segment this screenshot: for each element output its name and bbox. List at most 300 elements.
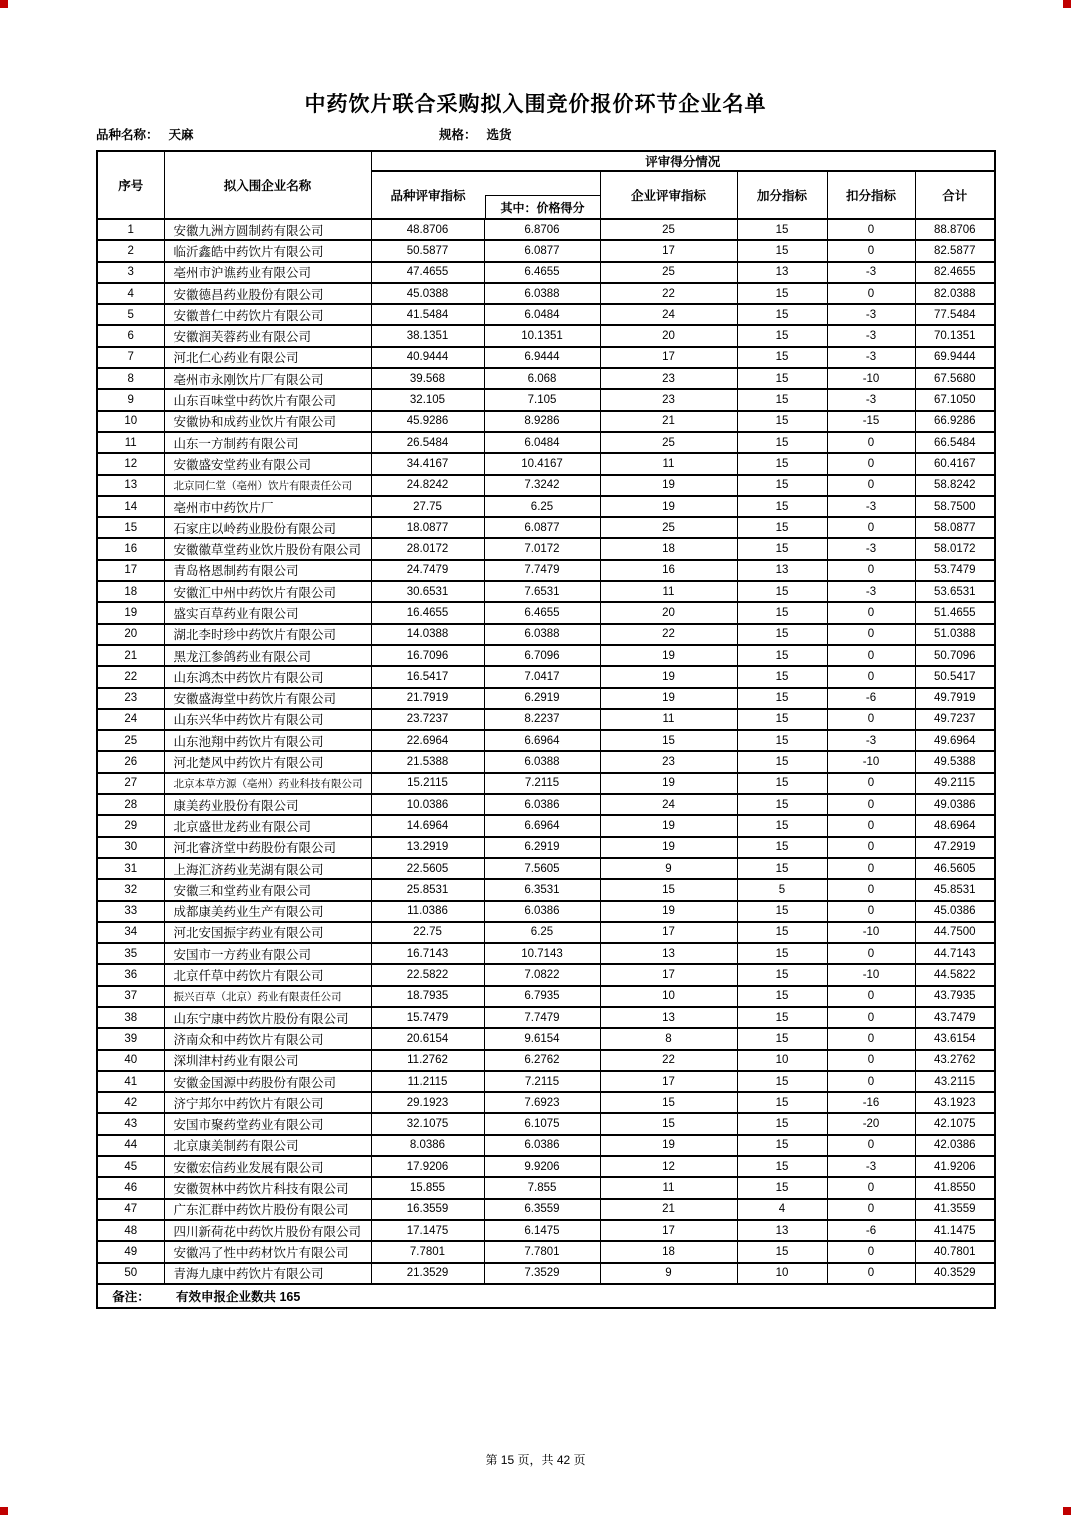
cell-no: 40 — [97, 1050, 164, 1071]
table-row — [97, 389, 995, 410]
cell-no: 11 — [97, 432, 164, 453]
cell-no: 23 — [97, 688, 164, 709]
cell-variety-score: 16.7096 — [371, 645, 484, 666]
cell-bonus: 15 — [737, 922, 827, 943]
cell-deduction: 0 — [827, 1028, 915, 1049]
cell-total: 53.6531 — [915, 581, 995, 602]
table-row — [97, 602, 995, 623]
cell-price-score: 7.3529 — [484, 1263, 600, 1284]
cell-variety-score: 15.855 — [371, 1177, 484, 1198]
cell-deduction: -3 — [827, 389, 915, 410]
table-row — [97, 538, 995, 559]
table-body — [97, 219, 995, 1284]
cell-bonus: 15 — [737, 688, 827, 709]
cell-enterprise-score: 25 — [600, 262, 737, 283]
cell-total: 49.6964 — [915, 730, 995, 751]
table-row — [97, 986, 995, 1007]
cell-bonus: 15 — [737, 1135, 827, 1156]
cell-enterprise-score: 23 — [600, 389, 737, 410]
cell-deduction: -3 — [827, 538, 915, 559]
cell-price-score: 6.0386 — [484, 1135, 600, 1156]
cell-company: 黑龙江参鸽药业有限公司 — [164, 645, 371, 666]
cell-bonus: 15 — [737, 837, 827, 858]
cell-deduction: 0 — [827, 1241, 915, 1262]
cell-total: 49.5388 — [915, 751, 995, 772]
header-enterprise: 企业评审指标 — [600, 171, 737, 219]
cell-variety-score: 32.105 — [371, 389, 484, 410]
cell-variety-score: 41.5484 — [371, 304, 484, 325]
cell-bonus: 15 — [737, 602, 827, 623]
cell-total: 43.2762 — [915, 1050, 995, 1071]
cell-company: 石家庄以岭药业股份有限公司 — [164, 517, 371, 538]
cell-no: 39 — [97, 1028, 164, 1049]
cell-bonus: 15 — [737, 1177, 827, 1198]
cell-total: 44.5822 — [915, 964, 995, 985]
cell-total: 43.1923 — [915, 1092, 995, 1113]
cell-deduction: 0 — [827, 602, 915, 623]
cell-company: 山东池翔中药饮片有限公司 — [164, 730, 371, 751]
cell-total: 44.7143 — [915, 943, 995, 964]
cell-price-score: 7.7801 — [484, 1241, 600, 1262]
header-variety: 品种评审指标 — [390, 189, 466, 203]
cell-deduction: -3 — [827, 581, 915, 602]
cell-company: 湖北李时珍中药饮片有限公司 — [164, 624, 371, 645]
cell-company: 安徽冯了性中药材饮片有限公司 — [164, 1241, 371, 1262]
cell-no: 49 — [97, 1241, 164, 1262]
table-row — [97, 730, 995, 751]
cell-company: 北京康美制药有限公司 — [164, 1135, 371, 1156]
cell-no: 5 — [97, 304, 164, 325]
table-row — [97, 645, 995, 666]
cell-total: 44.7500 — [915, 922, 995, 943]
cell-no: 12 — [97, 453, 164, 474]
table-row — [97, 1241, 995, 1262]
cell-company: 深圳津村药业有限公司 — [164, 1050, 371, 1071]
cell-company: 临沂鑫皓中药饮片有限公司 — [164, 240, 371, 261]
cell-enterprise-score: 17 — [600, 1071, 737, 1092]
cell-bonus: 15 — [737, 581, 827, 602]
header-deduction: 扣分指标 — [827, 171, 915, 219]
cell-company: 安徽德昌药业股份有限公司 — [164, 283, 371, 304]
cell-price-score: 8.9286 — [484, 411, 600, 432]
cell-total: 49.7919 — [915, 688, 995, 709]
cell-deduction: 0 — [827, 432, 915, 453]
cell-deduction: 0 — [827, 794, 915, 815]
cell-bonus: 15 — [737, 901, 827, 922]
cell-variety-score: 20.6154 — [371, 1028, 484, 1049]
cell-total: 43.7479 — [915, 1007, 995, 1028]
cell-total: 60.4167 — [915, 453, 995, 474]
cell-bonus: 15 — [737, 389, 827, 410]
cell-price-score: 7.0172 — [484, 538, 600, 559]
cell-bonus: 15 — [737, 240, 827, 261]
cell-company: 山东兴华中药饮片有限公司 — [164, 709, 371, 730]
cell-deduction: 0 — [827, 453, 915, 474]
table-row — [97, 1156, 995, 1177]
cell-bonus: 10 — [737, 1263, 827, 1284]
cell-enterprise-score: 17 — [600, 347, 737, 368]
cell-bonus: 13 — [737, 560, 827, 581]
cell-price-score: 6.0386 — [484, 794, 600, 815]
cell-variety-score: 50.5877 — [371, 240, 484, 261]
variety-name-field — [96, 128, 194, 142]
cell-enterprise-score: 25 — [600, 517, 737, 538]
cell-price-score: 6.0388 — [484, 751, 600, 772]
table-row — [97, 325, 995, 346]
cell-variety-score: 45.0388 — [371, 283, 484, 304]
cell-no: 15 — [97, 517, 164, 538]
cell-price-score: 7.5605 — [484, 858, 600, 879]
table-row — [97, 1177, 995, 1198]
cell-price-score: 7.7479 — [484, 560, 600, 581]
cell-bonus: 15 — [737, 709, 827, 730]
table-row — [97, 262, 995, 283]
table-row — [97, 1220, 995, 1241]
cell-no: 13 — [97, 475, 164, 496]
table-row — [97, 794, 995, 815]
cell-variety-score: 16.4655 — [371, 602, 484, 623]
cell-company: 山东鸿杰中药饮片有限公司 — [164, 666, 371, 687]
cell-company: 山东一方制药有限公司 — [164, 432, 371, 453]
cell-bonus: 15 — [737, 475, 827, 496]
cell-deduction: -16 — [827, 1092, 915, 1113]
cell-total: 51.4655 — [915, 602, 995, 623]
cell-total: 50.7096 — [915, 645, 995, 666]
table-row — [97, 347, 995, 368]
cell-company: 亳州市沪谯药业有限公司 — [164, 262, 371, 283]
cell-variety-score: 21.3529 — [371, 1263, 484, 1284]
cell-price-score: 10.4167 — [484, 453, 600, 474]
header-no: 序号 — [97, 151, 164, 219]
table-row — [97, 1071, 995, 1092]
cell-enterprise-score: 24 — [600, 794, 737, 815]
cell-no: 4 — [97, 283, 164, 304]
corner-marker — [1063, 0, 1071, 8]
cell-price-score: 6.9444 — [484, 347, 600, 368]
cell-no: 50 — [97, 1263, 164, 1284]
cell-deduction: -3 — [827, 304, 915, 325]
cell-company: 北京本草方源（亳州）药业科技有限公司 — [164, 773, 371, 794]
cell-bonus: 15 — [737, 1113, 827, 1134]
cell-deduction: -3 — [827, 262, 915, 283]
cell-no: 16 — [97, 538, 164, 559]
cell-deduction: 0 — [827, 1199, 915, 1220]
cell-variety-score: 11.2115 — [371, 1071, 484, 1092]
table-row — [97, 1007, 995, 1028]
cell-company: 安徽协和成药业饮片有限公司 — [164, 411, 371, 432]
cell-company: 广东汇群中药饮片股份有限公司 — [164, 1199, 371, 1220]
cell-bonus: 15 — [737, 624, 827, 645]
cell-price-score: 6.25 — [484, 496, 600, 517]
corner-marker — [0, 0, 8, 8]
cell-company: 山东百味堂中药饮片有限公司 — [164, 389, 371, 410]
cell-no: 32 — [97, 879, 164, 900]
cell-enterprise-score: 19 — [600, 688, 737, 709]
cell-total: 58.0172 — [915, 538, 995, 559]
cell-deduction: -3 — [827, 1156, 915, 1177]
cell-deduction: 0 — [827, 560, 915, 581]
cell-price-score: 6.2919 — [484, 688, 600, 709]
cell-bonus: 15 — [737, 794, 827, 815]
cell-deduction: -10 — [827, 964, 915, 985]
cell-variety-score: 26.5484 — [371, 432, 484, 453]
table-row — [97, 219, 995, 240]
cell-price-score: 6.2919 — [484, 837, 600, 858]
variety-name-value: 天麻 — [168, 128, 194, 142]
cell-price-score: 7.3242 — [484, 475, 600, 496]
cell-total: 70.1351 — [915, 325, 995, 346]
cell-company: 亳州市永刚饮片厂有限公司 — [164, 368, 371, 389]
cell-no: 21 — [97, 645, 164, 666]
cell-bonus: 15 — [737, 1007, 827, 1028]
table-row — [97, 1092, 995, 1113]
cell-enterprise-score: 8 — [600, 1028, 737, 1049]
table-row — [97, 709, 995, 730]
cell-enterprise-score: 19 — [600, 1135, 737, 1156]
cell-bonus: 15 — [737, 815, 827, 836]
cell-enterprise-score: 24 — [600, 304, 737, 325]
cell-enterprise-score: 16 — [600, 560, 737, 581]
cell-variety-score: 24.8242 — [371, 475, 484, 496]
cell-deduction: -3 — [827, 325, 915, 346]
cell-no: 29 — [97, 815, 164, 836]
cell-variety-score: 45.9286 — [371, 411, 484, 432]
cell-deduction: -3 — [827, 347, 915, 368]
cell-total: 41.3559 — [915, 1199, 995, 1220]
cell-price-score: 6.2762 — [484, 1050, 600, 1071]
cell-variety-score: 10.0386 — [371, 794, 484, 815]
cell-variety-score: 38.1351 — [371, 325, 484, 346]
cell-enterprise-score: 12 — [600, 1156, 737, 1177]
cell-bonus: 5 — [737, 879, 827, 900]
cell-company: 北京仟草中药饮片有限公司 — [164, 964, 371, 985]
note-label: 备注： — [97, 1284, 164, 1308]
cell-bonus: 15 — [737, 730, 827, 751]
cell-total: 88.8706 — [915, 219, 995, 240]
cell-enterprise-score: 20 — [600, 602, 737, 623]
cell-deduction: 0 — [827, 709, 915, 730]
table-row — [97, 1135, 995, 1156]
cell-variety-score: 17.9206 — [371, 1156, 484, 1177]
table-row — [97, 688, 995, 709]
cell-company: 济南众和中药饮片有限公司 — [164, 1028, 371, 1049]
cell-company: 安徽宏信药业发展有限公司 — [164, 1156, 371, 1177]
cell-no: 34 — [97, 922, 164, 943]
cell-enterprise-score: 23 — [600, 368, 737, 389]
cell-price-score: 10.1351 — [484, 325, 600, 346]
cell-no: 31 — [97, 858, 164, 879]
cell-deduction: 0 — [827, 666, 915, 687]
cell-price-score: 6.3559 — [484, 1199, 600, 1220]
cell-deduction: 0 — [827, 986, 915, 1007]
spec-label: 规格： — [439, 128, 477, 142]
cell-enterprise-score: 9 — [600, 858, 737, 879]
table-row — [97, 815, 995, 836]
cell-deduction: 0 — [827, 1050, 915, 1071]
cell-variety-score: 16.7143 — [371, 943, 484, 964]
cell-total: 49.7237 — [915, 709, 995, 730]
cell-no: 26 — [97, 751, 164, 772]
cell-no: 33 — [97, 901, 164, 922]
table-row — [97, 581, 995, 602]
cell-variety-score: 13.2919 — [371, 837, 484, 858]
cell-total: 66.9286 — [915, 411, 995, 432]
cell-bonus: 15 — [737, 986, 827, 1007]
cell-total: 67.5680 — [915, 368, 995, 389]
cell-variety-score: 16.3559 — [371, 1199, 484, 1220]
cell-enterprise-score: 15 — [600, 1092, 737, 1113]
cell-deduction: 0 — [827, 645, 915, 666]
cell-enterprise-score: 19 — [600, 837, 737, 858]
cell-enterprise-score: 11 — [600, 709, 737, 730]
cell-company: 康美药业股份有限公司 — [164, 794, 371, 815]
cell-price-score: 6.0388 — [484, 624, 600, 645]
cell-price-score: 6.0877 — [484, 517, 600, 538]
cell-price-score: 7.105 — [484, 389, 600, 410]
cell-bonus: 15 — [737, 517, 827, 538]
cell-no: 1 — [97, 219, 164, 240]
cell-deduction: 0 — [827, 1177, 915, 1198]
cell-total: 43.2115 — [915, 1071, 995, 1092]
cell-variety-score: 21.5388 — [371, 751, 484, 772]
note-row — [97, 1284, 995, 1308]
cell-variety-score: 29.1923 — [371, 1092, 484, 1113]
cell-total: 82.4655 — [915, 262, 995, 283]
cell-deduction: 0 — [827, 943, 915, 964]
note-value: 有效申报企业数共 165 — [164, 1284, 995, 1308]
cell-no: 43 — [97, 1113, 164, 1134]
corner-marker — [0, 1507, 8, 1515]
cell-variety-score: 47.4655 — [371, 262, 484, 283]
cell-bonus: 15 — [737, 325, 827, 346]
cell-price-score: 6.1475 — [484, 1220, 600, 1241]
cell-price-score: 6.0877 — [484, 240, 600, 261]
table-row — [97, 773, 995, 794]
cell-variety-score: 39.568 — [371, 368, 484, 389]
table-row — [97, 304, 995, 325]
cell-enterprise-score: 13 — [600, 1007, 737, 1028]
cell-bonus: 15 — [737, 283, 827, 304]
cell-deduction: 0 — [827, 475, 915, 496]
table-row — [97, 432, 995, 453]
table-row — [97, 943, 995, 964]
table-row — [97, 901, 995, 922]
cell-price-score: 7.2115 — [484, 773, 600, 794]
cell-enterprise-score: 19 — [600, 901, 737, 922]
cell-enterprise-score: 22 — [600, 283, 737, 304]
cell-no: 30 — [97, 837, 164, 858]
cell-enterprise-score: 19 — [600, 666, 737, 687]
cell-enterprise-score: 21 — [600, 1199, 737, 1220]
cell-enterprise-score: 17 — [600, 964, 737, 985]
cell-price-score: 6.4655 — [484, 602, 600, 623]
cell-variety-score: 34.4167 — [371, 453, 484, 474]
page-number: 第 15 页，共 42 页 — [485, 1453, 586, 1467]
cell-no: 37 — [97, 986, 164, 1007]
cell-price-score: 6.0484 — [484, 304, 600, 325]
cell-no: 24 — [97, 709, 164, 730]
cell-total: 50.5417 — [915, 666, 995, 687]
cell-variety-score: 22.5822 — [371, 964, 484, 985]
header-total: 合计 — [915, 171, 995, 219]
cell-variety-score: 21.7919 — [371, 688, 484, 709]
cell-bonus: 15 — [737, 1028, 827, 1049]
cell-no: 35 — [97, 943, 164, 964]
cell-company: 四川新荷花中药饮片股份有限公司 — [164, 1220, 371, 1241]
cell-variety-score: 7.7801 — [371, 1241, 484, 1262]
cell-no: 36 — [97, 964, 164, 985]
cell-price-score: 7.6531 — [484, 581, 600, 602]
cell-price-score: 6.4655 — [484, 262, 600, 283]
cell-company: 振兴百草（北京）药业有限责任公司 — [164, 986, 371, 1007]
cell-variety-score: 17.1475 — [371, 1220, 484, 1241]
cell-no: 45 — [97, 1156, 164, 1177]
cell-enterprise-score: 19 — [600, 815, 737, 836]
corner-marker — [1063, 1507, 1071, 1515]
cell-no: 42 — [97, 1092, 164, 1113]
cell-deduction: 0 — [827, 858, 915, 879]
cell-company: 济宁邦尔中药饮片有限公司 — [164, 1092, 371, 1113]
cell-price-score: 6.6964 — [484, 815, 600, 836]
cell-enterprise-score: 13 — [600, 943, 737, 964]
cell-bonus: 15 — [737, 432, 827, 453]
cell-no: 28 — [97, 794, 164, 815]
cell-price-score: 7.855 — [484, 1177, 600, 1198]
table-row — [97, 517, 995, 538]
table-row — [97, 624, 995, 645]
cell-company: 北京盛世龙药业有限公司 — [164, 815, 371, 836]
cell-total: 66.5484 — [915, 432, 995, 453]
cell-enterprise-score: 15 — [600, 730, 737, 751]
cell-variety-score: 18.0877 — [371, 517, 484, 538]
cell-no: 38 — [97, 1007, 164, 1028]
cell-variety-score: 15.7479 — [371, 1007, 484, 1028]
cell-bonus: 15 — [737, 219, 827, 240]
cell-price-score: 6.8706 — [484, 219, 600, 240]
cell-price-score: 6.6964 — [484, 730, 600, 751]
cell-deduction: 0 — [827, 624, 915, 645]
header-price-sub: 其中：价格得分 — [485, 195, 600, 218]
table-row — [97, 475, 995, 496]
cell-enterprise-score: 11 — [600, 453, 737, 474]
cell-total: 45.0386 — [915, 901, 995, 922]
cell-total: 43.6154 — [915, 1028, 995, 1049]
cell-variety-score: 22.6964 — [371, 730, 484, 751]
cell-deduction: 0 — [827, 773, 915, 794]
cell-variety-score: 40.9444 — [371, 347, 484, 368]
cell-total: 69.9444 — [915, 347, 995, 368]
cell-deduction: 0 — [827, 1071, 915, 1092]
cell-price-score: 6.1075 — [484, 1113, 600, 1134]
cell-total: 58.8242 — [915, 475, 995, 496]
cell-company: 安国市一方药业有限公司 — [164, 943, 371, 964]
cell-no: 10 — [97, 411, 164, 432]
cell-deduction: -6 — [827, 1220, 915, 1241]
cell-no: 2 — [97, 240, 164, 261]
cell-deduction: -15 — [827, 411, 915, 432]
cell-total: 49.0386 — [915, 794, 995, 815]
cell-total: 58.7500 — [915, 496, 995, 517]
cell-bonus: 13 — [737, 262, 827, 283]
cell-enterprise-score: 18 — [600, 538, 737, 559]
cell-deduction: 0 — [827, 815, 915, 836]
table-row — [97, 560, 995, 581]
cell-price-score: 6.7935 — [484, 986, 600, 1007]
cell-total: 41.8550 — [915, 1177, 995, 1198]
cell-total: 45.8531 — [915, 879, 995, 900]
cell-total: 48.6964 — [915, 815, 995, 836]
cell-no: 14 — [97, 496, 164, 517]
